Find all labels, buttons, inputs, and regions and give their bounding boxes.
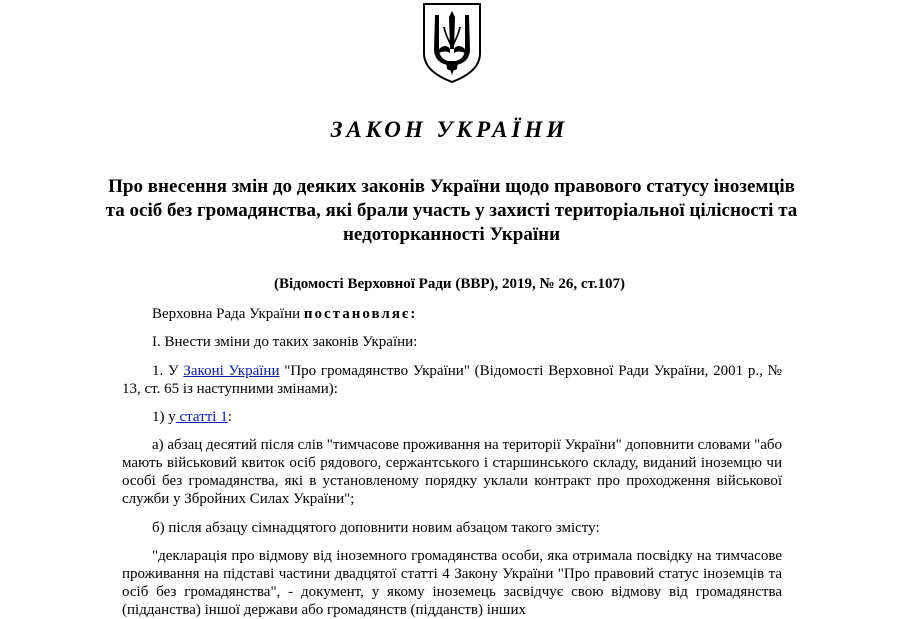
item-1-prefix: 1. У — [152, 363, 184, 379]
paragraph-clause-b: б) після абзацу сімнадцятого доповнити новим абзацом такого змісту: — [152, 520, 600, 536]
item-1-suffix: "Про громадянство України" (Відомості Верховної Ради України, 2001 р., № 13, ст. 65 із наступними змінами): — [122, 363, 782, 397]
subitem-1-suffix: : — [227, 409, 232, 425]
trident-coat-of-arms-icon — [421, 1, 483, 83]
paragraph-item-1 — [122, 362, 782, 398]
paragraph-declaration: "декларація про відмову від іноземного громадянства особи, яка отримала посвідку на тимчасове проживання на підставі частини двадцятої статті 4 Закону України "Про правовий статус іноземців та осіб без громадянства", - документ, у якому іноземець засвідчує свою відмову від громадянства (підданства) іншої держави або громадянств (підданств) інших — [122, 548, 782, 618]
paragraph-preamble — [122, 305, 782, 323]
publication-source: (Відомості Верховної Ради (ВВР), 2019, № 26, ст.107) — [274, 276, 625, 292]
article-1-link[interactable]: статті 1 — [175, 409, 228, 425]
document-title: ЗАКОН УКРАЇНИ — [330, 117, 569, 142]
law-link[interactable]: Законі України — [183, 363, 280, 379]
subitem-1-prefix: 1) у — [152, 409, 176, 425]
document-subtitle: Про внесення змін до деяких законів України щодо правового статусу іноземців та осіб без громадянства, які брали участь у захисті територіальної цілісності та недоторканності України — [105, 176, 798, 245]
preamble-text: Верховна Рада України — [152, 306, 304, 322]
paragraph-section-1: І. Внести зміни до таких законів України: — [152, 334, 418, 350]
preamble-spaced-word: постановляє: — [303, 306, 418, 322]
paragraph-clause-a: а) абзац десятий після слів "тимчасове проживання на території України" доповнити словами "або мають військовий квиток осіб рядового, сержантського і старшинського складу, виданий іноземцю чи особі без громадянства, які в установленому порядку уклали контракт про проходження військової служби у Збройних Силах України"; — [122, 437, 782, 507]
paragraph-subitem-1 — [122, 408, 782, 426]
